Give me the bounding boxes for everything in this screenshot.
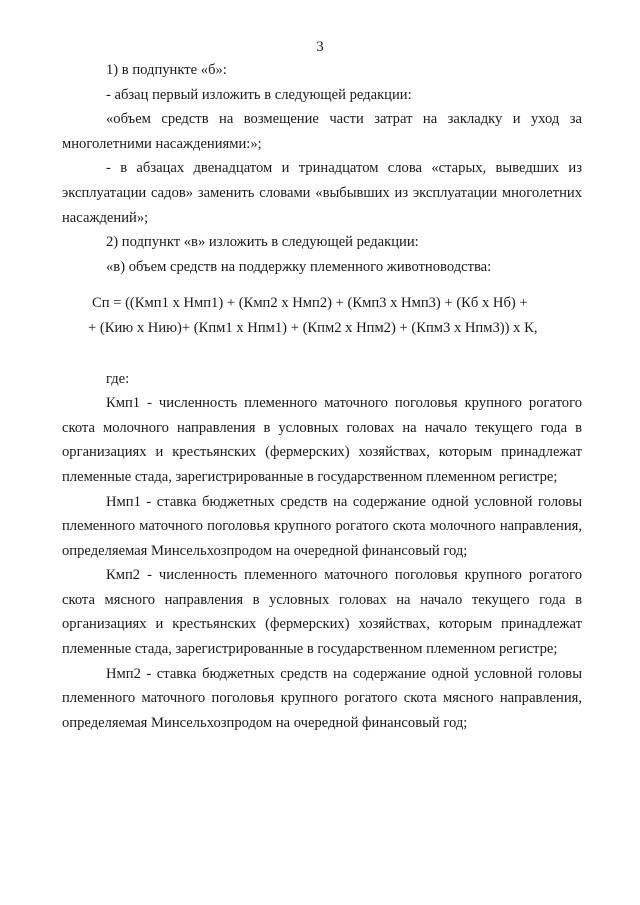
definition-item: Кмп2 - численность племенного маточного поголовья крупного рогатого скота мясного направления в условных головах на начало текущего года в организациях и крестьянских (фермерских) хозяйствах, которым принадлежат племенные стада, зарегистрированные в государственном племенном регистре;	[62, 567, 582, 658]
document-body	[62, 58, 582, 735]
paragraph: 1) в подпункте «б»:	[106, 62, 227, 78]
paragraph: «в) объем средств на поддержку племенного животноводства:	[106, 258, 492, 275]
paragraph: 2) подпункт «в» изложить в следующей редакции:	[106, 234, 419, 251]
definition-intro: где:	[106, 370, 130, 387]
definition-item: Нмп1 - ставка бюджетных средств на содержание одной условной головы племенного маточного поголовья крупного рогатого скота молочного направления, определяемая Минсельхозпродом на очередной финансовый год;	[62, 493, 582, 559]
formula-line-1: Сп = ((Кмп1 х Нмп1) + (Кмп2 х Нмп2) + (Кмп3 х Нмп3) + (Кб х Нб) +	[92, 295, 528, 312]
formula-line-2: + (Кию х Нию)+ (Кпм1 х Нпм1) + (Кпм2 х Нпм2) + (Кпм3 х Нпм3)) х К,	[88, 319, 538, 336]
paragraph: - в абзацах двенадцатом и тринадцатом слова «старых, выведших из эксплуатации садов» заменить словами «выбывших из эксплуатации многолетних насаждений»;	[62, 160, 582, 226]
definition-item: Нмп2 - ставка бюджетных средств на содержание одной условной головы племенного маточного поголовья крупного рогатого скота мясного направления, определяемая Минсельхозпродом на очередной финансовый год;	[62, 665, 582, 731]
definition-item: Кмп1 - численность племенного маточного поголовья крупного рогатого скота молочного направления в условных головах на начало текущего года в организациях и крестьянских (фермерских) хозяйствах, которым принадлежат племенные стада, зарегистрированные в государственном племенном регистре;	[62, 395, 582, 485]
paragraph: «объем средств на возмещение части затрат на закладку и уход за многолетними насаждениями:»;	[62, 111, 582, 152]
page-number: 3	[316, 39, 324, 55]
paragraph: - абзац первый изложить в следующей редакции:	[106, 86, 412, 103]
